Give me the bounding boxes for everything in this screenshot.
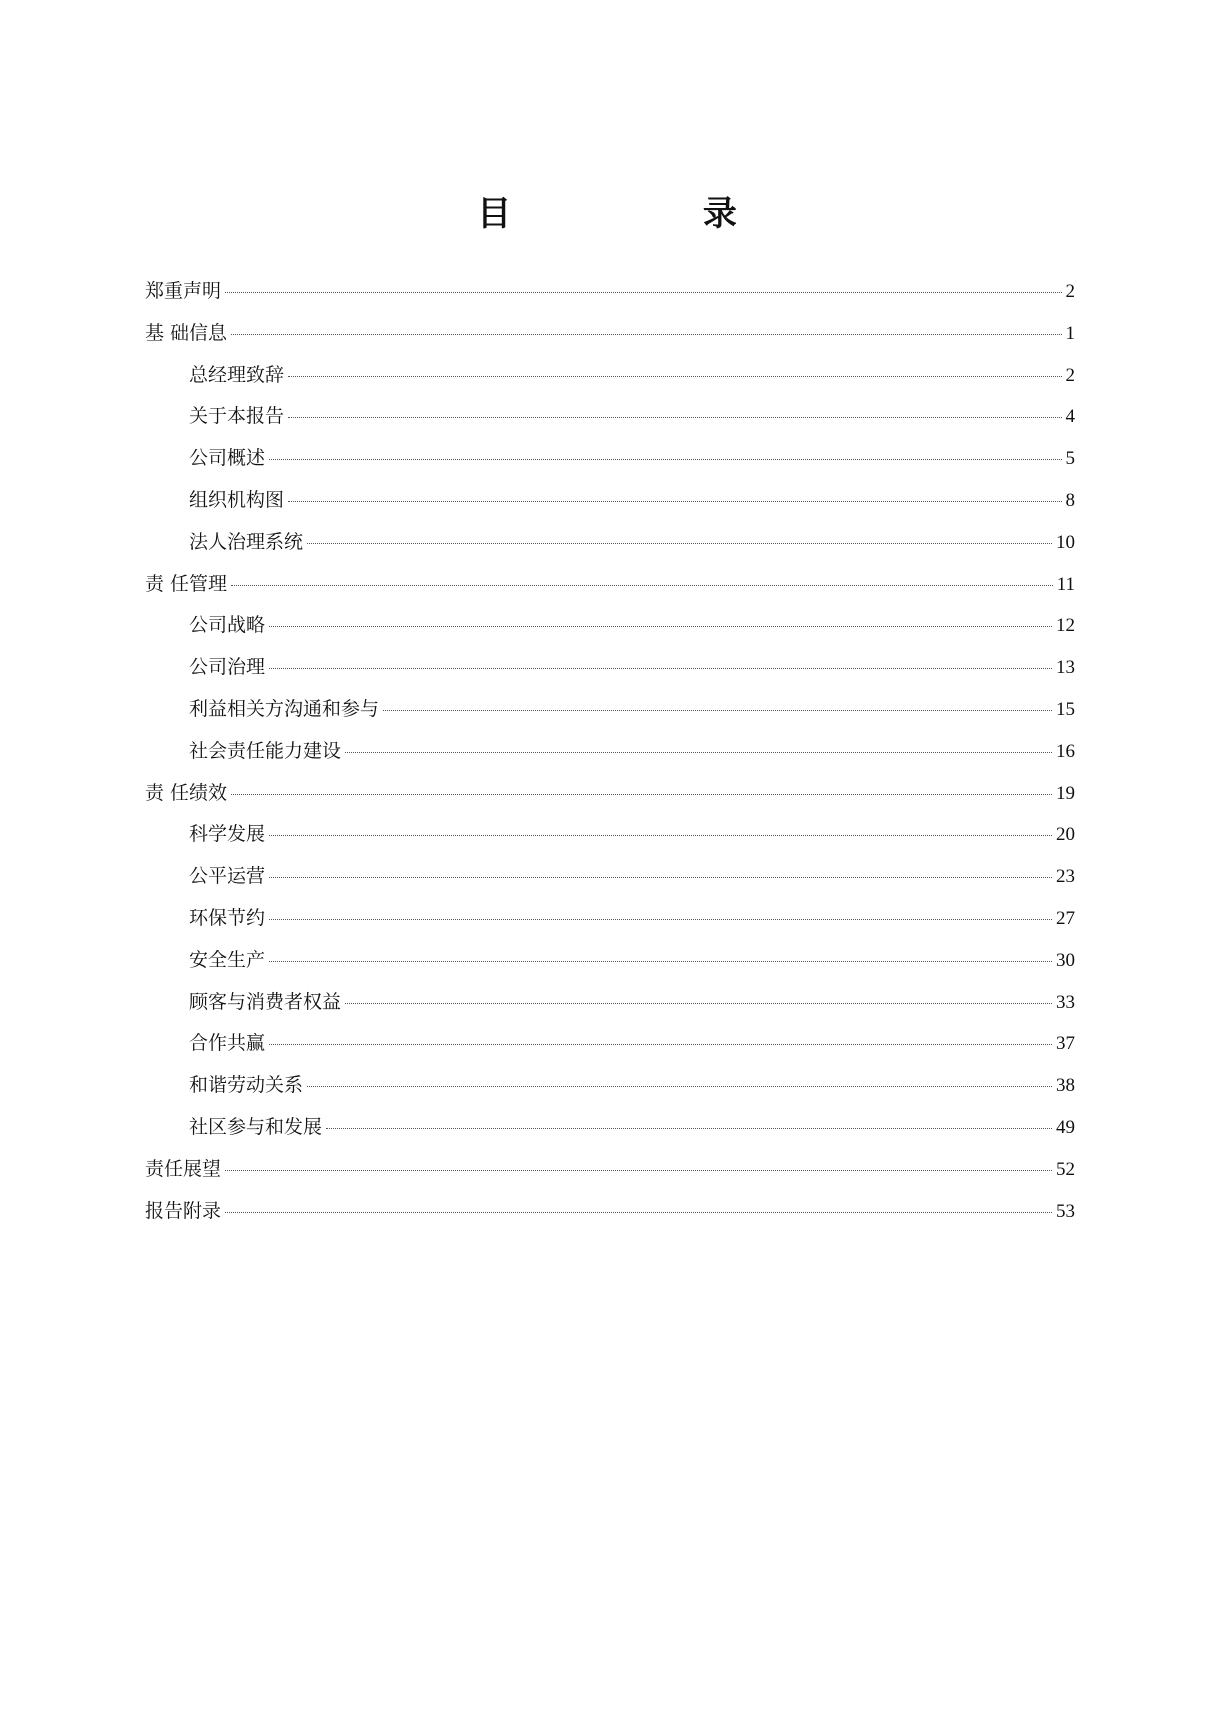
dot-leader (345, 752, 1052, 753)
toc-entry-label: 责 任绩效 (145, 781, 228, 804)
toc-entry-page: 8 (1065, 489, 1075, 511)
dot-leader (269, 877, 1052, 878)
table-of-contents (145, 278, 1075, 1239)
toc-entry[interactable] (145, 821, 1075, 863)
toc-entry-page: 2 (1065, 281, 1075, 302)
toc-entry-page: 1 (1065, 322, 1075, 344)
toc-entry-label: 组织机构图 (189, 488, 285, 511)
toc-entry[interactable] (145, 863, 1075, 905)
toc-entry[interactable] (145, 905, 1075, 947)
toc-entry-page: 20 (1056, 824, 1075, 846)
toc-entry[interactable] (145, 947, 1075, 989)
toc-title: 目 录 (477, 194, 827, 234)
toc-entry-label: 社会责任能力建设 (189, 739, 342, 762)
toc-entry-page: 5 (1065, 448, 1075, 470)
toc-entry[interactable] (145, 362, 1075, 404)
toc-entry[interactable] (145, 529, 1075, 571)
toc-entry-label: 总经理致辞 (189, 363, 285, 386)
toc-entry[interactable] (145, 1072, 1075, 1114)
toc-entry[interactable] (145, 1114, 1075, 1156)
toc-entry[interactable] (145, 1030, 1075, 1072)
dot-leader (231, 585, 1053, 586)
toc-entry-label: 安全生产 (189, 948, 266, 971)
dot-leader (307, 1086, 1052, 1087)
toc-entry-label: 公司战略 (189, 614, 266, 637)
toc-entry-page: 10 (1056, 531, 1075, 553)
toc-entry-page: 16 (1056, 740, 1075, 762)
toc-entry-page: 33 (1056, 991, 1075, 1013)
toc-entry[interactable] (145, 738, 1075, 780)
toc-entry[interactable] (145, 278, 1075, 320)
toc-entry[interactable] (145, 487, 1075, 529)
dot-leader (225, 1170, 1052, 1171)
toc-entry[interactable] (145, 1198, 1075, 1240)
toc-entry-label: 合作共赢 (189, 1032, 266, 1055)
toc-entry[interactable] (145, 654, 1075, 696)
dot-leader (269, 961, 1052, 962)
dot-leader (225, 292, 1061, 293)
toc-entry-page: 27 (1056, 907, 1075, 929)
dot-leader (231, 794, 1052, 795)
toc-entry-page: 19 (1056, 782, 1075, 804)
toc-entry-page: 53 (1056, 1200, 1075, 1222)
toc-entry-page: 37 (1056, 1033, 1075, 1055)
toc-entry-page: 52 (1056, 1158, 1075, 1180)
dot-leader (231, 334, 1061, 335)
dot-leader (383, 710, 1052, 711)
toc-entry[interactable] (145, 989, 1075, 1031)
toc-entry[interactable] (145, 445, 1075, 487)
toc-entry[interactable] (145, 780, 1075, 822)
toc-entry-label: 和谐劳动关系 (189, 1074, 304, 1097)
dot-leader (225, 1212, 1052, 1213)
toc-entry-label: 责任展望 (145, 1157, 222, 1180)
toc-entry-label: 环保节约 (189, 906, 266, 929)
toc-entry[interactable] (145, 320, 1075, 362)
toc-entry-label: 公司治理 (189, 656, 266, 679)
toc-entry-page: 2 (1065, 364, 1075, 386)
toc-entry-label: 利益相关方沟通和参与 (189, 697, 380, 720)
dot-leader (288, 501, 1061, 502)
toc-entry-label: 公司概述 (189, 447, 266, 470)
dot-leader (288, 417, 1061, 418)
toc-entry-page: 13 (1056, 657, 1075, 679)
toc-entry-label: 科学发展 (189, 823, 266, 846)
toc-entry-page: 11 (1056, 573, 1075, 595)
toc-entry[interactable] (145, 1156, 1075, 1198)
toc-entry-label: 郑重声明 (145, 280, 222, 302)
toc-entry-label: 公平运营 (189, 865, 266, 888)
toc-entry-label: 法人治理系统 (189, 530, 304, 553)
toc-entry-page: 12 (1056, 615, 1075, 637)
dot-leader (307, 543, 1052, 544)
toc-entry-label: 基 础信息 (145, 321, 228, 344)
dot-leader (345, 1003, 1052, 1004)
toc-entry[interactable] (145, 612, 1075, 654)
dot-leader (269, 919, 1052, 920)
toc-entry-label: 报告附录 (145, 1199, 222, 1222)
dot-leader (269, 459, 1061, 460)
dot-leader (326, 1128, 1052, 1129)
toc-entry-page: 49 (1056, 1116, 1075, 1138)
dot-leader (269, 835, 1052, 836)
toc-entry-label: 关于本报告 (189, 405, 285, 428)
toc-entry-label: 责 任管理 (145, 572, 228, 595)
dot-leader (288, 376, 1061, 377)
dot-leader (269, 1044, 1052, 1045)
toc-entry-page: 4 (1065, 406, 1075, 428)
toc-entry-label: 社区参与和发展 (189, 1115, 323, 1138)
toc-entry-page: 38 (1056, 1075, 1075, 1097)
toc-entry[interactable] (145, 571, 1075, 613)
dot-leader (269, 668, 1052, 669)
toc-entry[interactable] (145, 403, 1075, 445)
toc-entry-page: 23 (1056, 866, 1075, 888)
toc-entry-label: 顾客与消费者权益 (189, 990, 342, 1013)
toc-entry-page: 30 (1056, 949, 1075, 971)
toc-entry[interactable] (145, 696, 1075, 738)
toc-entry-page: 15 (1056, 698, 1075, 720)
dot-leader (269, 626, 1052, 627)
